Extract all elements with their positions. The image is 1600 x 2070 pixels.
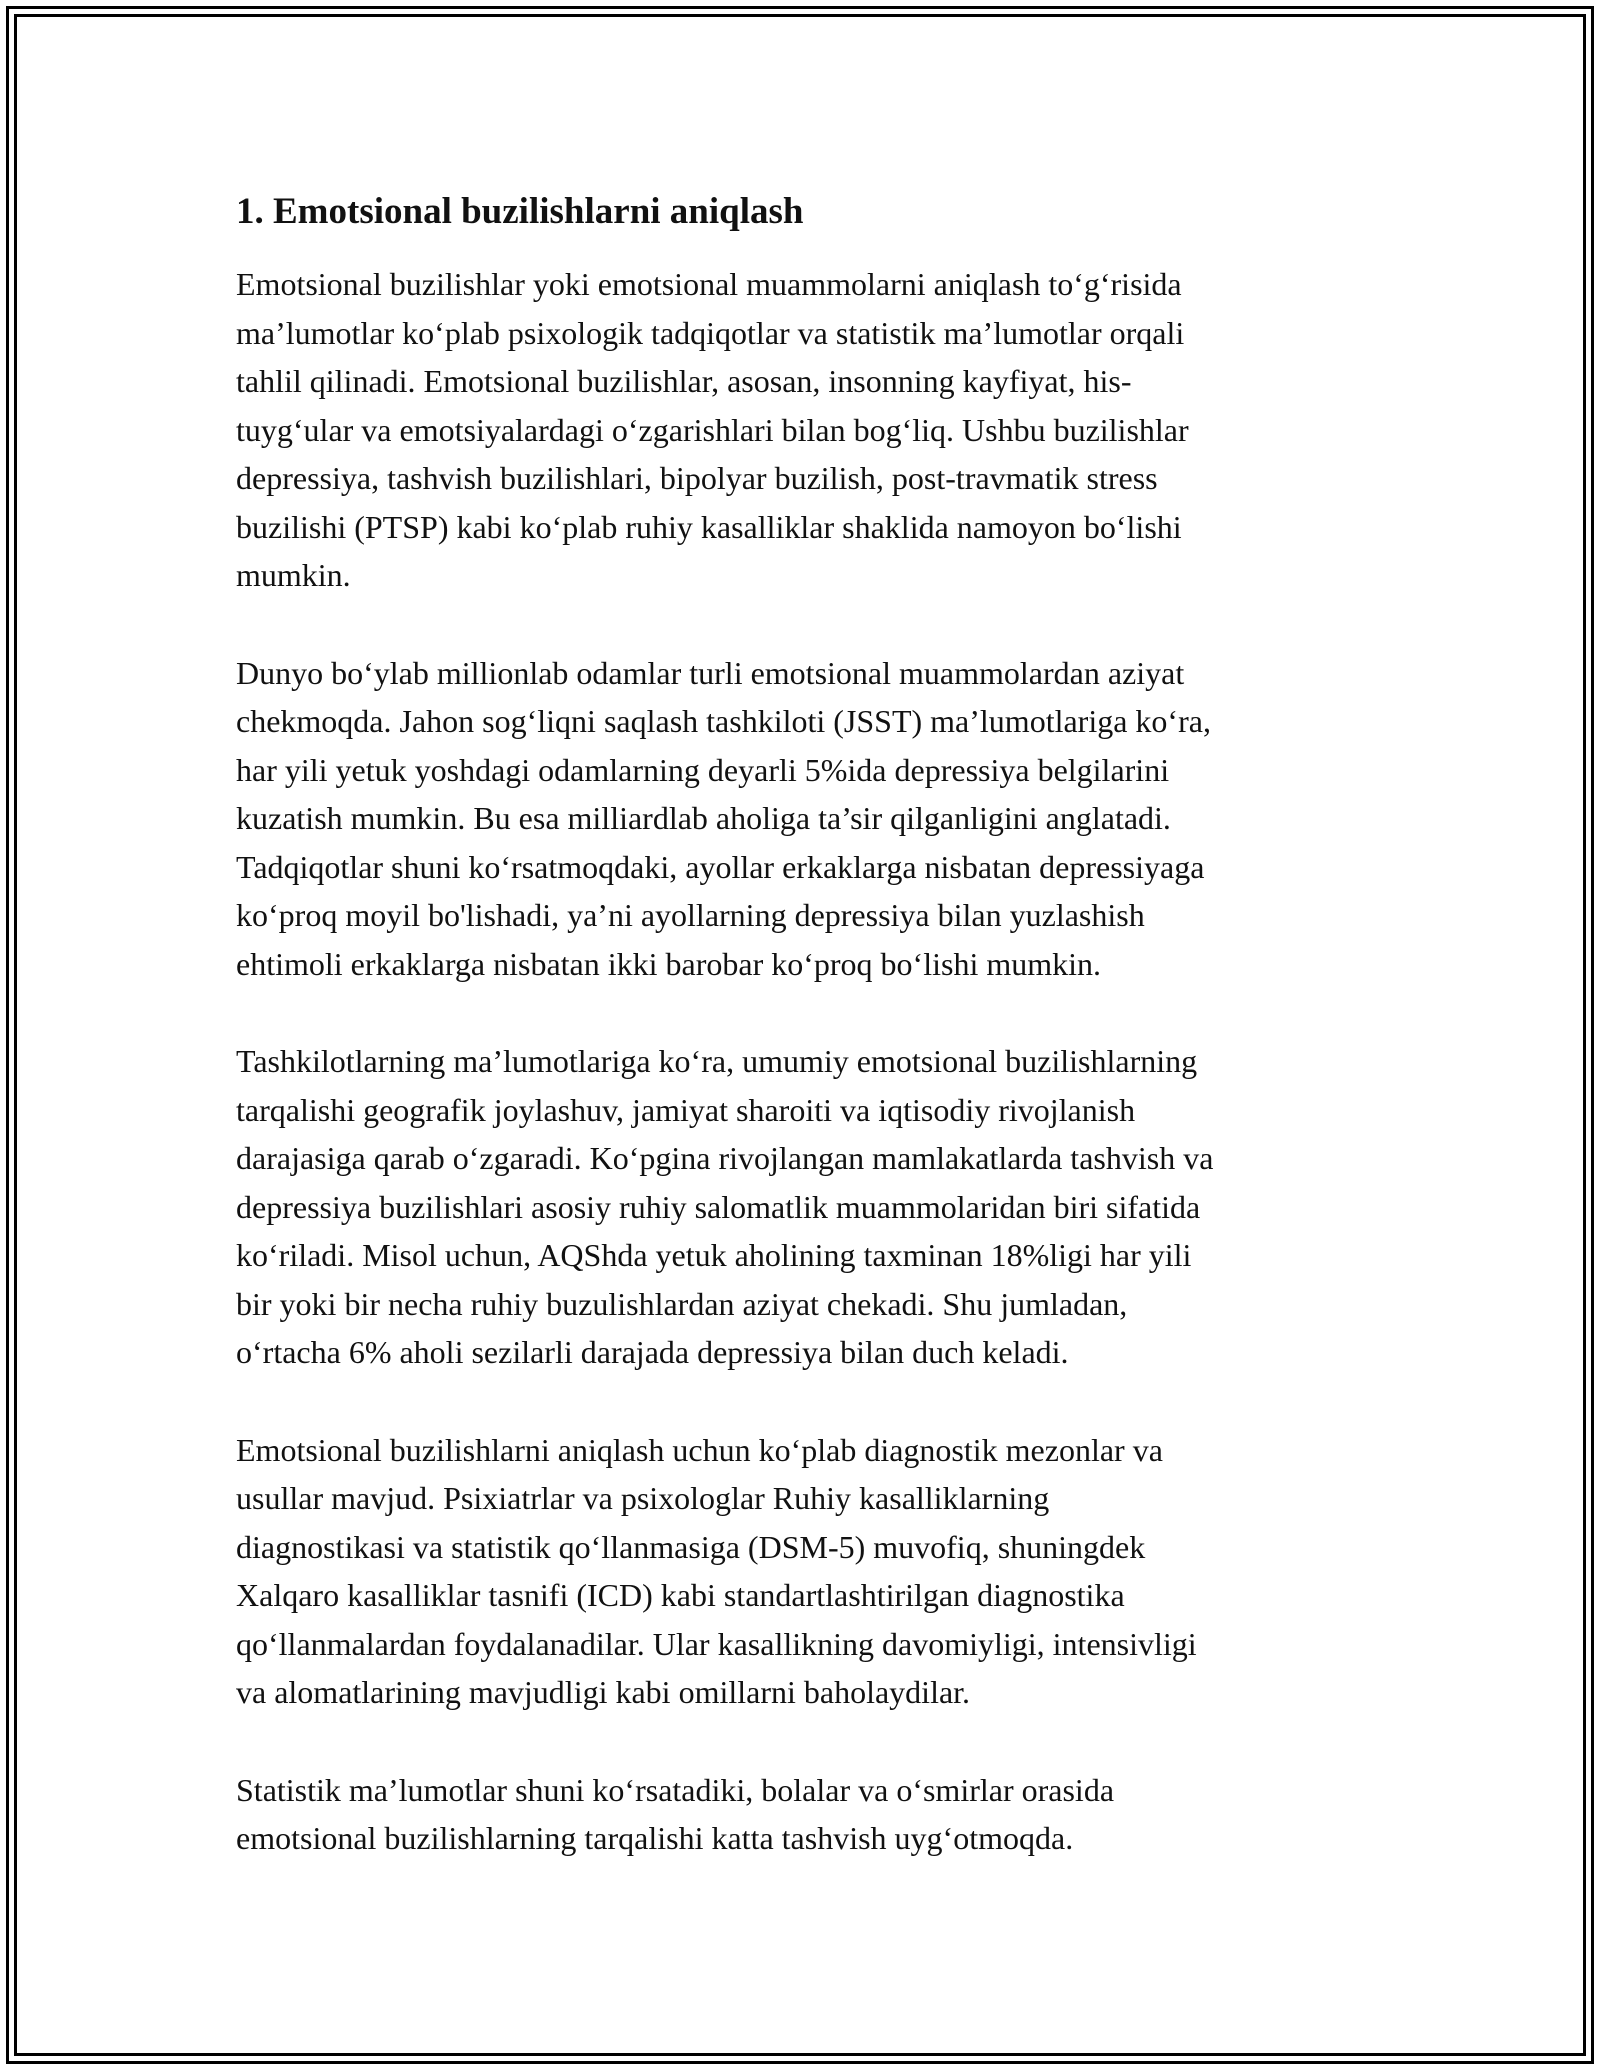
paragraph bbox=[236, 1766, 1386, 1863]
paragraph-line: va alomatlarining mavjudligi kabi omillarni baholaydilar. bbox=[236, 1674, 971, 1710]
paragraph-line: kuzatish mumkin. Bu esa milliardlab aholiga ta’sir qilganligini anglatadi. bbox=[236, 800, 1171, 836]
paragraph-line: Dunyo bo‘ylab millionlab odamlar turli emotsional muammolardan aziyat bbox=[236, 654, 1185, 691]
paragraph-line: darajasiga qarab o‘zgaradi. Ko‘pgina rivojlangan mamlakatlarda tashvish va bbox=[236, 1140, 1214, 1176]
paragraph-line: ehtimoli erkaklarga nisbatan ikki barobar ko‘proq bo‘lishi mumkin. bbox=[236, 945, 1101, 982]
paragraph-line: tarqalishi geografik joylashuv, jamiyat sharoiti va iqtisodiy rivojlanish bbox=[236, 1091, 1136, 1128]
paragraph-line: Emotsional buzilishlar yoki emotsional muammolarni aniqlash to‘g‘risida bbox=[236, 266, 1182, 302]
paragraph-line: har yili yetuk yoshdagi odamlarning deyarli 5%ida depressiya belgilarini bbox=[236, 751, 1170, 788]
paragraph bbox=[236, 649, 1386, 989]
paragraph-line: ko‘riladi. Misol uchun, AQShda yetuk aholining taxminan 18%ligi har yili bbox=[236, 1237, 1192, 1273]
paragraph-line: buzilishi (PTSP) kabi ko‘plab ruhiy kasalliklar shaklida namoyon bo‘lishi bbox=[236, 508, 1182, 545]
paragraph-line: qo‘llanmalardan foydalanadilar. Ular kasallikning davomiyligi, intensivligi bbox=[236, 1625, 1197, 1662]
paragraph-line: emotsional buzilishlarning tarqalishi katta tashvish uyg‘otmoqda. bbox=[236, 1820, 1074, 1856]
paragraph bbox=[236, 1037, 1386, 1377]
paragraph-line: bir yoki bir necha ruhiy buzulishlardan aziyat chekadi. Shu jumladan, bbox=[236, 1285, 1128, 1322]
paragraph-line: Statistik ma’lumotlar shuni ko‘rsatadiki, bolalar va o‘smirlar orasida bbox=[236, 1771, 1115, 1808]
paragraph bbox=[236, 260, 1386, 600]
paragraph-line: mumkin. bbox=[236, 557, 351, 593]
document-body bbox=[236, 186, 1386, 1912]
paragraph-line: chekmoqda. Jahon sog‘liqni saqlash tashkiloti (JSST) ma’lumotlariga ko‘ra, bbox=[236, 703, 1211, 739]
paragraph-line: Tashkilotlarning ma’lumotlariga ko‘ra, umumiy emotsional buzilishlarning bbox=[236, 1043, 1198, 1079]
paragraph-line: tuyg‘ular va emotsiyalardagi o‘zgarishlari bilan bog‘liq. Ushbu buzilishlar bbox=[236, 411, 1189, 448]
paragraph-line: Tadqiqotlar shuni ko‘rsatmoqdaki, ayollar erkaklarga nisbatan depressiyaga bbox=[236, 848, 1205, 885]
paragraph-line: depressiya buzilishlari asosiy ruhiy salomatlik muammolaridan biri sifatida bbox=[236, 1188, 1201, 1225]
paragraph-line: tahlil qilinadi. Emotsional buzilishlar, asosan, insonning kayfiyat, his- bbox=[236, 363, 1132, 399]
paragraph-line: depressiya, tashvish buzilishlari, bipolyar buzilish, post-travmatik stress bbox=[236, 460, 1158, 496]
paragraph-line: usullar mavjud. Psixiatrlar va psixologlar Ruhiy kasalliklarning bbox=[236, 1480, 1050, 1516]
paragraph-line: ko‘proq moyil bo'lishadi, ya’ni ayollarning depressiya bilan yuzlashish bbox=[236, 897, 1145, 933]
paragraph-line: diagnostikasi va statistik qo‘llanmasiga (DSM-5) muvofiq, shuningdek bbox=[236, 1528, 1146, 1565]
paragraph-line: o‘rtacha 6% aholi sezilarli darajada depressiya bilan duch keladi. bbox=[236, 1334, 1069, 1370]
paragraph-line: Emotsional buzilishlarni aniqlash uchun ko‘plab diagnostik mezonlar va bbox=[236, 1431, 1163, 1468]
paragraph-list bbox=[236, 260, 1386, 1863]
paragraph-line: Xalqaro kasalliklar tasnifi (ICD) kabi standartlashtirilgan diagnostika bbox=[236, 1577, 1125, 1613]
section-heading: 1. Emotsional buzilishlarni aniqlash bbox=[236, 191, 804, 232]
paragraph bbox=[236, 1426, 1386, 1717]
paragraph-line: ma’lumotlar ko‘plab psixologik tadqiqotlar va statistik ma’lumotlar orqali bbox=[236, 314, 1185, 351]
